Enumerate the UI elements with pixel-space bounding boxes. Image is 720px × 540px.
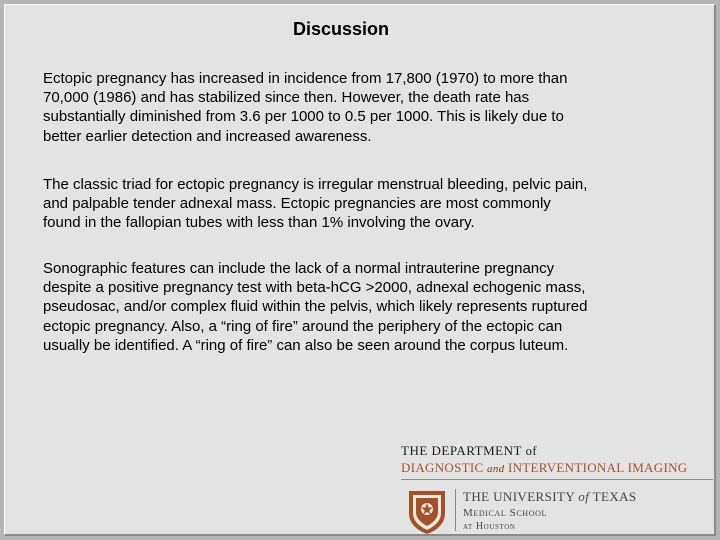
department-name-line2	[401, 460, 687, 476]
logo-divider	[401, 479, 713, 480]
university-prefix: THE UNIVERSITY	[463, 489, 575, 504]
department-part2: INTERVENTIONAL IMAGING	[507, 460, 688, 475]
university-name	[463, 489, 637, 505]
paragraph-classic-triad: The classic triad for ectopic pregnancy is irregular menstrual bleeding, pelvic pain, and palpable tender adnexal mass. Ectopic pregnancies are most commonly found in the fallopian tubes with less than 1% involving the ovary.	[43, 176, 588, 232]
department-name-line1	[401, 443, 537, 459]
school-name-line2: at Houston	[463, 521, 516, 532]
institution-logo	[401, 443, 711, 537]
university-of: of	[578, 489, 590, 504]
department-prefix: THE DEPARTMENT	[401, 443, 522, 458]
university-seal-icon	[405, 487, 449, 535]
paragraph-incidence: Ectopic pregnancy has increased in incidence from 17,800 (1970) to more than 70,000 (1986) and has stabilized since then. However, the death rate has substantially diminished from 3.6 per 1000 to 0.5 per 1000. This is likely due to better earlier detection and increased awareness.	[43, 70, 568, 145]
school-name-line1: Medical School	[463, 507, 547, 519]
paragraph-sonographic-features: Sonographic features can include the lack of a normal intrauterine pregnancy despite a positive pregnancy test with beta-hCG >2000, adnexal echogenic mass, pseudosac, and/or complex fluid within the pelvis, which likely represents ruptured ectopic pregnancy. Also, a “ring of fire” around the periphery of the ectopic can usually be identified. A “ring of fire” can also be seen around the corpus luteum.	[43, 260, 588, 354]
department-part1: DIAGNOSTIC	[401, 460, 484, 475]
university-suffix: TEXAS	[592, 489, 637, 504]
department-and: and	[487, 463, 505, 475]
page-title: Discussion	[292, 19, 390, 39]
logo-vertical-rule	[455, 489, 456, 531]
slide	[4, 4, 716, 536]
department-of: of	[525, 444, 537, 458]
